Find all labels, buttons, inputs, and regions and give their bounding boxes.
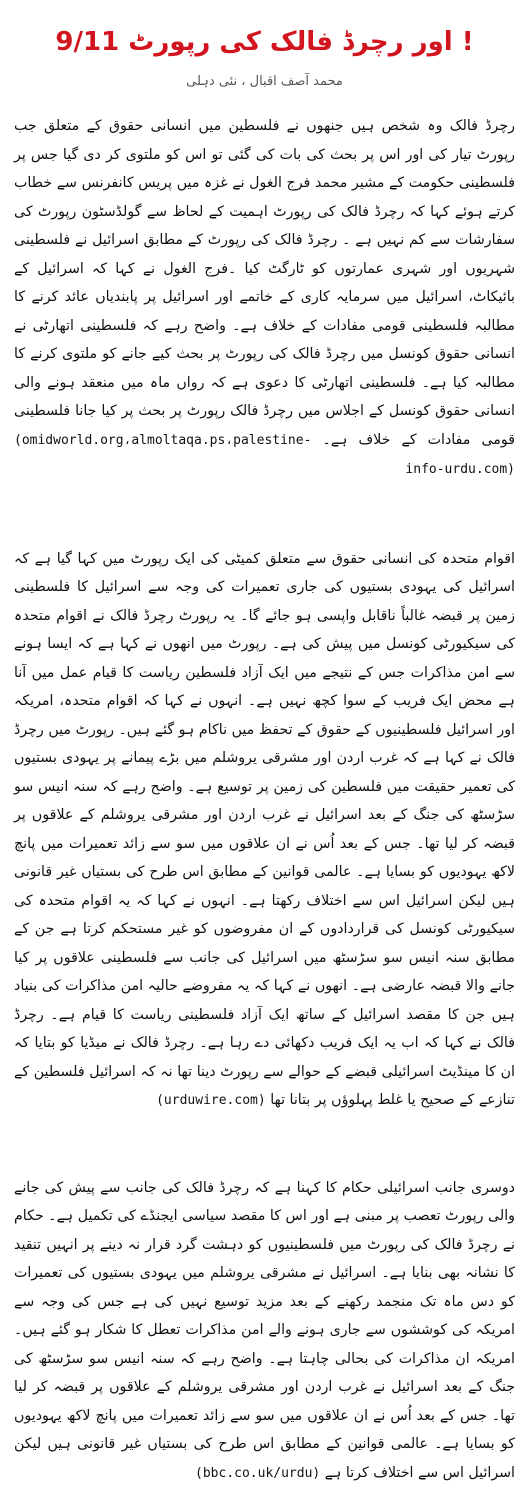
- article-title: 9/11 اور رچرڈ فالک کی رپورٹ !: [14, 0, 515, 62]
- source-citation: (omidworld.org،almoltaqa.ps،palestine-info-urdu.com): [14, 433, 515, 478]
- paragraph-text: رچرڈ فالک وہ شخص ہیں جنھوں نے فلسطین میں انسانی حقوق کے متعلق جب رپورٹ تیار کی اور اس پر بحث کی بات کی گئی تو اس کو ملتوی کر دی گیا جس پر فلسطینی حکومت کے مشیر محمد فرج الغول نے غزہ میں پریس کانفرنس سے خطاب کرتے ہوئے کہا کہ رچرڈ فالک کی رپورٹ اہمیت کے لحاظ سے گولڈسٹون رپورٹ کی سفارشات سے کم نہیں ہے ۔ رچرڈ فالک کی رپورٹ کے مطابق اسرائیل نے فلسطینی شہریوں اور شہری عمارتوں کو ٹارگٹ کیا ۔فرج الغول نے کہا کہ اسرائیل کے بائیکاٹ، اسرائیل میں سرمایہ کاری کے خاتمے اور اسرائیل پر پابندیاں عائد کرنے کا مطالبہ فلسطینی قومی مفادات کے خلاف ہے۔ واضح رہے کہ فلسطینی اتھارٹی نے انسانی حقوق کونسل میں رچرڈ فالک کی رپورٹ پر بحث کیے جانے کو ملتوی کرنے کا مطالبہ کیا ہے۔ فلسطینی اتھارٹی کا دعوی ہے کہ رواں ماہ میں منعقد ہونے والی انسانی حقوق کونسل کے اجلاس میں رچرڈ فالک رپورٹ پر بحث پر کیا جانا فلسطینی قومی مفادات کے خلاف ہے۔: [14, 118, 515, 448]
- paragraph-text: اقوام متحدہ کی انسانی حقوق سے متعلق کمیٹی کی ایک رپورٹ میں کہا گیا ہے کہ اسرائیل کی یہودی بستیوں کی جاری تعمیرات کی وجہ سے اسرائیل کا فلسطینی زمین پر قبضہ غالباً ناقابل واپسی ہو جائے گا۔ یہ رپورٹ رچرڈ فالک نے اقوام متحدہ کی سیکیورٹی کونسل میں پیش کی ہے۔ رپورٹ میں انھوں نے کہا ہے کہ ایسا ہونے سے امن مذاکرات جس کے نتیجے میں ایک آزاد فلسطین ریاست کا قیام عمل میں آنا ہے محض ایک فریب کے سوا کچھ نہیں ہے۔ انہوں نے کہا کہ اقوام متحدہ، امریکہ اور اسرائیل فلسطینیوں کے حقوق کے تحفظ میں ناکام ہو گئے ہیں۔ رپورٹ میں رچرڈ فالک نے کہا ہے کہ غرب اردن اور مشرقی یروشلم میں بڑے پیمانے پر یہودی بستیوں کی تعمیر حقیقت میں فلسطین کی زمین پر توسیع ہے۔ واضح رہے کہ سنہ انیس سو سڑسٹھ کی جنگ کے بعد اسرائیل نے غرب اردن اور مشرقی یروشلم کے علاقوں پر قبضہ کر لیا تھا۔ جس کے بعد اُس نے ان علاقوں میں سو سے زائد تعمیرات میں پانچ لاکھ یہودیوں کو بسایا ہے۔ عالمی قوانین کے مطابق اس طرح کی بستیاں غیر قانونی ہیں لیکن اسرائیل اس سے اختلاف رکھتا ہے۔ انہوں نے کہا کہ یہ اقوام متحدہ کی سیکیورٹی کونسل کی قراردادوں کے ان مفروضوں کو غیر مستحکم کرتا ہے جن کے مطابق سنہ انیس سو سڑسٹھ میں اسرائیل کی جانب سے فلسطینی علاقوں پر کیا جانے والا قبضہ عارضی ہے۔ انھوں نے کہا کہ یہ مفروضے حالیہ امن مذاکرات کی بنیاد ہیں جن کا مقصد اسرائیل کے ساتھ ایک آزاد فلسطینی ریاست کا قیام ہے۔ رچرڈ فالک نے کہا کہ اب یہ ایک فریب دکھائی دے رہا ہے۔ رچرڈ فالک نے میڈیا کو بتایا کہ ان کا مینڈیٹ اسرائیلی قبضے کے حوالے سے رپورٹ دینا تھا نہ کہ اسرائیل فلسطین کے تنازعے کے صحیح یا غلط پہلوؤں پر بتانا تھا: [14, 551, 515, 1109]
- article-paragraph: [14, 112, 515, 485]
- article-byline: محمد آصف اقبال ، نئی دہلی: [14, 68, 515, 96]
- paragraph-text: دوسری جانب اسرائیلی حکام کا کہنا ہے کہ رچرڈ فالک کی جانب سے پیش کی جانے والی رپورٹ تعصب پر مبنی ہے اور اس کا مقصد سیاسی ایجنڈے کی تکمیل ہے۔ حکام نے رچرڈ فالک کی رپورٹ میں فلسطینیوں کو دہشت گرد قرار نہ دینے پر انہیں تنقید کا نشانہ بھی بنایا ہے۔ اسرائیل نے مشرقی یروشلم میں یہودی بستیوں کی تعمیرات کو دس ماہ تک منجمد رکھنے کے بعد مزید توسیع نہیں کی ہے جس کی وجہ سے امریکہ کی کوششوں سے جاری ہونے والے امن مذاکرات تعطل کا شکار ہو گئے ہیں۔ امریکہ ان مذاکرات کی بحالی چاہتا ہے۔ واضح رہے کہ سنہ انیس سو سڑسٹھ کی جنگ کے بعد اسرائیل نے غرب اردن اور مشرقی یروشلم کے علاقوں پر قبضہ کر لیا تھا۔ جس کے بعد اُس نے ان علاقوں میں سو سے زائد تعمیرات میں پانچ لاکھ یہودیوں کو بسایا ہے۔ عالمی قوانین کے مطابق اس طرح کی بستیاں غیر قانونی ہیں لیکن اسرائیل اس سے اختلاف کرتا ہے: [14, 1180, 515, 1481]
- source-citation: (bbc.co.uk/urdu): [195, 1466, 320, 1481]
- article-paragraph: [14, 1174, 515, 1488]
- source-citation: (urduwire.com): [156, 1093, 266, 1108]
- article-paragraph: [14, 545, 515, 1116]
